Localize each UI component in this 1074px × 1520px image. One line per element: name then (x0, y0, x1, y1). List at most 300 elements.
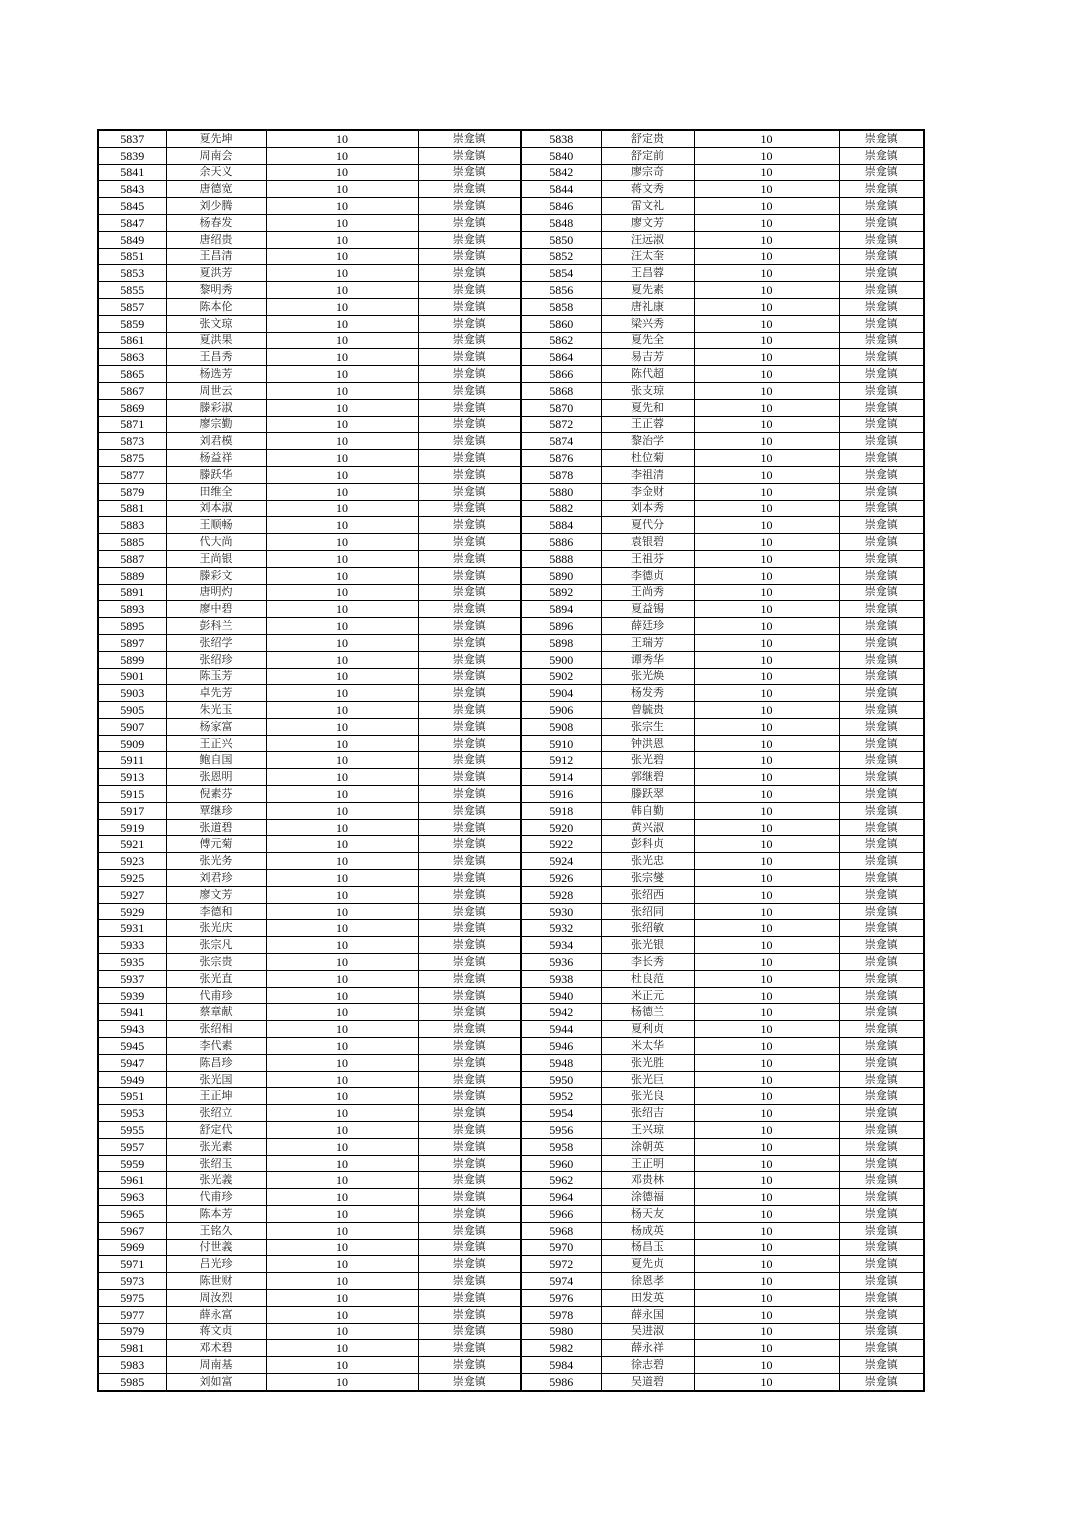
record-id: 5898 (521, 634, 601, 651)
person-name: 王铭久 (166, 1222, 266, 1239)
table-row (98, 937, 924, 954)
amount: 10 (694, 1105, 839, 1122)
table-row (98, 651, 924, 668)
record-id: 5948 (521, 1054, 601, 1071)
table-row (98, 366, 924, 383)
town-name: 崇龛镇 (418, 399, 521, 416)
amount: 10 (266, 651, 418, 668)
person-name: 汪太奎 (601, 248, 694, 265)
table-row (98, 1172, 924, 1189)
record-id: 5911 (98, 752, 166, 769)
town-name: 崇龛镇 (839, 954, 924, 971)
town-name: 崇龛镇 (418, 702, 521, 719)
amount: 10 (266, 534, 418, 551)
person-name: 张恩明 (166, 769, 266, 786)
town-name: 崇龛镇 (418, 181, 521, 198)
amount: 10 (694, 601, 839, 618)
person-name: 唐绍贵 (166, 231, 266, 248)
town-name: 崇龛镇 (839, 248, 924, 265)
person-name: 蔡章献 (166, 1004, 266, 1021)
town-name: 崇龛镇 (839, 282, 924, 299)
record-id: 5870 (521, 399, 601, 416)
person-name: 曾毓贵 (601, 702, 694, 719)
person-name: 舒定前 (601, 147, 694, 164)
record-id: 5958 (521, 1138, 601, 1155)
amount: 10 (266, 886, 418, 903)
amount: 10 (266, 584, 418, 601)
town-name: 崇龛镇 (839, 870, 924, 887)
record-id: 5975 (98, 1289, 166, 1306)
town-name: 崇龛镇 (418, 1021, 521, 1038)
table-row (98, 534, 924, 551)
person-name: 张光素 (166, 1138, 266, 1155)
person-name: 袁银碧 (601, 534, 694, 551)
town-name: 崇龛镇 (418, 1306, 521, 1323)
table-row (98, 550, 924, 567)
amount: 10 (694, 1306, 839, 1323)
record-id: 5879 (98, 483, 166, 500)
record-id: 5981 (98, 1340, 166, 1357)
person-name: 蒋文贞 (166, 1323, 266, 1340)
person-name: 徐恩孝 (601, 1273, 694, 1290)
table-row (98, 265, 924, 282)
table-row (98, 181, 924, 198)
town-name: 崇龛镇 (418, 954, 521, 971)
amount: 10 (266, 130, 418, 147)
person-name: 张光庆 (166, 920, 266, 937)
amount: 10 (694, 248, 839, 265)
record-id: 5905 (98, 702, 166, 719)
amount: 10 (266, 349, 418, 366)
roster-table (97, 129, 925, 1392)
record-id: 5977 (98, 1306, 166, 1323)
person-name: 涂朝英 (601, 1138, 694, 1155)
record-id: 5928 (521, 886, 601, 903)
town-name: 崇龛镇 (839, 618, 924, 635)
town-name: 崇龛镇 (418, 1071, 521, 1088)
town-name: 崇龛镇 (839, 164, 924, 181)
town-name: 崇龛镇 (418, 1138, 521, 1155)
person-name: 徐志碧 (601, 1357, 694, 1374)
town-name: 崇龛镇 (418, 1155, 521, 1172)
person-name: 舒定代 (166, 1122, 266, 1139)
roster-body (98, 130, 924, 1391)
amount: 10 (694, 332, 839, 349)
town-name: 崇龛镇 (839, 651, 924, 668)
record-id: 5943 (98, 1021, 166, 1038)
record-id: 5984 (521, 1357, 601, 1374)
table-row (98, 1239, 924, 1256)
amount: 10 (694, 735, 839, 752)
town-name: 崇龛镇 (418, 769, 521, 786)
table-row (98, 416, 924, 433)
table-row (98, 282, 924, 299)
amount: 10 (266, 819, 418, 836)
amount: 10 (694, 1239, 839, 1256)
record-id: 5838 (521, 130, 601, 147)
table-row (98, 1105, 924, 1122)
town-name: 崇龛镇 (418, 349, 521, 366)
record-id: 5934 (521, 937, 601, 954)
amount: 10 (694, 886, 839, 903)
town-name: 崇龛镇 (418, 550, 521, 567)
amount: 10 (694, 534, 839, 551)
record-id: 5938 (521, 970, 601, 987)
amount: 10 (266, 181, 418, 198)
table-row (98, 164, 924, 181)
person-name: 王正明 (601, 1155, 694, 1172)
amount: 10 (694, 987, 839, 1004)
person-name: 李长秀 (601, 954, 694, 971)
town-name: 崇龛镇 (418, 315, 521, 332)
record-id: 5897 (98, 634, 166, 651)
table-row (98, 198, 924, 215)
amount: 10 (694, 1088, 839, 1105)
amount: 10 (694, 231, 839, 248)
town-name: 崇龛镇 (839, 265, 924, 282)
table-row (98, 718, 924, 735)
amount: 10 (694, 416, 839, 433)
person-name: 张绍相 (166, 1021, 266, 1038)
town-name: 崇龛镇 (418, 1373, 521, 1390)
town-name: 崇龛镇 (839, 231, 924, 248)
record-id: 5950 (521, 1071, 601, 1088)
amount: 10 (694, 214, 839, 231)
record-id: 5963 (98, 1189, 166, 1206)
amount: 10 (266, 954, 418, 971)
record-id: 5878 (521, 466, 601, 483)
town-name: 崇龛镇 (418, 198, 521, 215)
table-row (98, 483, 924, 500)
amount: 10 (694, 1373, 839, 1390)
record-id: 5877 (98, 466, 166, 483)
person-name: 张道碧 (166, 819, 266, 836)
amount: 10 (694, 1122, 839, 1139)
person-name: 王顺畅 (166, 517, 266, 534)
town-name: 崇龛镇 (418, 567, 521, 584)
table-row (98, 1357, 924, 1374)
person-name: 薛廷珍 (601, 618, 694, 635)
record-id: 5890 (521, 567, 601, 584)
person-name: 王尚银 (166, 550, 266, 567)
person-name: 张光银 (601, 937, 694, 954)
person-name: 梁兴秀 (601, 315, 694, 332)
town-name: 崇龛镇 (418, 1038, 521, 1055)
table-row (98, 1206, 924, 1223)
person-name: 钟洪恩 (601, 735, 694, 752)
person-name: 陈世财 (166, 1273, 266, 1290)
amount: 10 (694, 870, 839, 887)
amount: 10 (266, 500, 418, 517)
record-id: 5960 (521, 1155, 601, 1172)
record-id: 5922 (521, 836, 601, 853)
person-name: 周南会 (166, 147, 266, 164)
amount: 10 (266, 668, 418, 685)
record-id: 5971 (98, 1256, 166, 1273)
record-id: 5918 (521, 802, 601, 819)
town-name: 崇龛镇 (839, 1239, 924, 1256)
amount: 10 (266, 399, 418, 416)
town-name: 崇龛镇 (418, 1273, 521, 1290)
amount: 10 (266, 853, 418, 870)
record-id: 5852 (521, 248, 601, 265)
town-name: 崇龛镇 (418, 1289, 521, 1306)
amount: 10 (694, 366, 839, 383)
person-name: 汪远淑 (601, 231, 694, 248)
record-id: 5952 (521, 1088, 601, 1105)
amount: 10 (694, 517, 839, 534)
record-id: 5949 (98, 1071, 166, 1088)
table-row (98, 1004, 924, 1021)
table-row (98, 433, 924, 450)
record-id: 5867 (98, 382, 166, 399)
town-name: 崇龛镇 (839, 1105, 924, 1122)
town-name: 崇龛镇 (418, 718, 521, 735)
person-name: 张宗贵 (166, 954, 266, 971)
amount: 10 (694, 433, 839, 450)
town-name: 崇龛镇 (839, 1206, 924, 1223)
town-name: 崇龛镇 (839, 332, 924, 349)
table-row (98, 1323, 924, 1340)
town-name: 崇龛镇 (418, 1357, 521, 1374)
person-name: 舒定贵 (601, 130, 694, 147)
amount: 10 (694, 265, 839, 282)
town-name: 崇龛镇 (839, 1138, 924, 1155)
record-id: 5973 (98, 1273, 166, 1290)
table-row (98, 1189, 924, 1206)
amount: 10 (266, 634, 418, 651)
amount: 10 (266, 1088, 418, 1105)
town-name: 崇龛镇 (839, 668, 924, 685)
amount: 10 (694, 164, 839, 181)
table-row (98, 1306, 924, 1323)
amount: 10 (694, 618, 839, 635)
town-name: 崇龛镇 (418, 1122, 521, 1139)
town-name: 崇龛镇 (839, 970, 924, 987)
amount: 10 (694, 920, 839, 937)
record-id: 5850 (521, 231, 601, 248)
table-row (98, 349, 924, 366)
record-id: 5906 (521, 702, 601, 719)
amount: 10 (694, 1004, 839, 1021)
record-id: 5985 (98, 1373, 166, 1390)
record-id: 5873 (98, 433, 166, 450)
record-id: 5965 (98, 1206, 166, 1223)
person-name: 杨春发 (166, 214, 266, 231)
town-name: 崇龛镇 (839, 1189, 924, 1206)
town-name: 崇龛镇 (418, 332, 521, 349)
table-row (98, 147, 924, 164)
record-id: 5896 (521, 618, 601, 635)
record-id: 5945 (98, 1038, 166, 1055)
amount: 10 (266, 1373, 418, 1390)
record-id: 5979 (98, 1323, 166, 1340)
person-name: 张绍敏 (601, 920, 694, 937)
town-name: 崇龛镇 (418, 1088, 521, 1105)
person-name: 杨家富 (166, 718, 266, 735)
person-name: 彭科兰 (166, 618, 266, 635)
person-name: 张光義 (166, 1172, 266, 1189)
town-name: 崇龛镇 (839, 349, 924, 366)
town-name: 崇龛镇 (839, 1088, 924, 1105)
amount: 10 (694, 1289, 839, 1306)
town-name: 崇龛镇 (839, 920, 924, 937)
town-name: 崇龛镇 (418, 517, 521, 534)
person-name: 王昌秀 (166, 349, 266, 366)
town-name: 崇龛镇 (839, 517, 924, 534)
person-name: 杨选芳 (166, 366, 266, 383)
town-name: 崇龛镇 (418, 886, 521, 903)
table-row (98, 954, 924, 971)
amount: 10 (266, 248, 418, 265)
amount: 10 (694, 1323, 839, 1340)
town-name: 崇龛镇 (839, 1122, 924, 1139)
record-id: 5842 (521, 164, 601, 181)
record-id: 5983 (98, 1357, 166, 1374)
person-name: 刘本秀 (601, 500, 694, 517)
town-name: 崇龛镇 (418, 937, 521, 954)
record-id: 5923 (98, 853, 166, 870)
amount: 10 (266, 786, 418, 803)
town-name: 崇龛镇 (418, 164, 521, 181)
town-name: 崇龛镇 (418, 584, 521, 601)
amount: 10 (694, 769, 839, 786)
town-name: 崇龛镇 (839, 735, 924, 752)
town-name: 崇龛镇 (418, 1256, 521, 1273)
amount: 10 (266, 1105, 418, 1122)
person-name: 蒋文秀 (601, 181, 694, 198)
person-name: 夏洪芳 (166, 265, 266, 282)
table-row (98, 819, 924, 836)
amount: 10 (266, 567, 418, 584)
person-name: 吴道碧 (601, 1373, 694, 1390)
record-id: 5912 (521, 752, 601, 769)
person-name: 张绍立 (166, 1105, 266, 1122)
record-id: 5967 (98, 1222, 166, 1239)
person-name: 廖宗奇 (601, 164, 694, 181)
person-name: 田发英 (601, 1289, 694, 1306)
town-name: 崇龛镇 (839, 886, 924, 903)
town-name: 崇龛镇 (418, 248, 521, 265)
amount: 10 (266, 752, 418, 769)
town-name: 崇龛镇 (418, 298, 521, 315)
person-name: 代甫珍 (166, 987, 266, 1004)
record-id: 5894 (521, 601, 601, 618)
town-name: 崇龛镇 (418, 618, 521, 635)
record-id: 5921 (98, 836, 166, 853)
record-id: 5920 (521, 819, 601, 836)
town-name: 崇龛镇 (418, 130, 521, 147)
town-name: 崇龛镇 (839, 198, 924, 215)
record-id: 5891 (98, 584, 166, 601)
town-name: 崇龛镇 (418, 870, 521, 887)
table-row (98, 1289, 924, 1306)
town-name: 崇龛镇 (839, 1306, 924, 1323)
person-name: 夏先和 (601, 399, 694, 416)
amount: 10 (694, 685, 839, 702)
table-row (98, 1273, 924, 1290)
amount: 10 (694, 483, 839, 500)
record-id: 5908 (521, 718, 601, 735)
record-id: 5946 (521, 1038, 601, 1055)
amount: 10 (694, 1155, 839, 1172)
town-name: 崇龛镇 (839, 1289, 924, 1306)
town-name: 崇龛镇 (839, 416, 924, 433)
record-id: 5874 (521, 433, 601, 450)
record-id: 5933 (98, 937, 166, 954)
town-name: 崇龛镇 (839, 853, 924, 870)
record-id: 5844 (521, 181, 601, 198)
table-row (98, 920, 924, 937)
town-name: 崇龛镇 (839, 786, 924, 803)
town-name: 崇龛镇 (418, 836, 521, 853)
amount: 10 (694, 903, 839, 920)
person-name: 傅元菊 (166, 836, 266, 853)
amount: 10 (266, 147, 418, 164)
record-id: 5924 (521, 853, 601, 870)
person-name: 代甫珍 (166, 1189, 266, 1206)
person-name: 杨益祥 (166, 450, 266, 467)
amount: 10 (266, 1172, 418, 1189)
table-row (98, 1071, 924, 1088)
amount: 10 (266, 1323, 418, 1340)
amount: 10 (266, 1357, 418, 1374)
amount: 10 (694, 1172, 839, 1189)
town-name: 崇龛镇 (839, 1373, 924, 1390)
person-name: 廖中碧 (166, 601, 266, 618)
amount: 10 (694, 130, 839, 147)
person-name: 夏先全 (601, 332, 694, 349)
town-name: 崇龛镇 (418, 1239, 521, 1256)
table-row (98, 1155, 924, 1172)
amount: 10 (266, 332, 418, 349)
person-name: 李金财 (601, 483, 694, 500)
record-id: 5980 (521, 1323, 601, 1340)
person-name: 邓贵林 (601, 1172, 694, 1189)
amount: 10 (694, 147, 839, 164)
record-id: 5954 (521, 1105, 601, 1122)
record-id: 5914 (521, 769, 601, 786)
town-name: 崇龛镇 (418, 282, 521, 299)
table-row (98, 450, 924, 467)
amount: 10 (266, 231, 418, 248)
person-name: 唐德宽 (166, 181, 266, 198)
person-name: 夏先贞 (601, 1256, 694, 1273)
table-row (98, 1340, 924, 1357)
amount: 10 (694, 315, 839, 332)
town-name: 崇龛镇 (418, 1172, 521, 1189)
town-name: 崇龛镇 (418, 416, 521, 433)
table-row (98, 870, 924, 887)
person-name: 王正蓉 (601, 416, 694, 433)
town-name: 崇龛镇 (839, 1071, 924, 1088)
town-name: 崇龛镇 (418, 735, 521, 752)
record-id: 5955 (98, 1122, 166, 1139)
table-row (98, 702, 924, 719)
town-name: 崇龛镇 (839, 433, 924, 450)
amount: 10 (266, 1273, 418, 1290)
person-name: 刘本淑 (166, 500, 266, 517)
table-row (98, 853, 924, 870)
town-name: 崇龛镇 (839, 1172, 924, 1189)
amount: 10 (266, 198, 418, 215)
record-id: 5868 (521, 382, 601, 399)
town-name: 崇龛镇 (839, 214, 924, 231)
amount: 10 (266, 1122, 418, 1139)
amount: 10 (694, 1256, 839, 1273)
amount: 10 (694, 1206, 839, 1223)
record-id: 5886 (521, 534, 601, 551)
